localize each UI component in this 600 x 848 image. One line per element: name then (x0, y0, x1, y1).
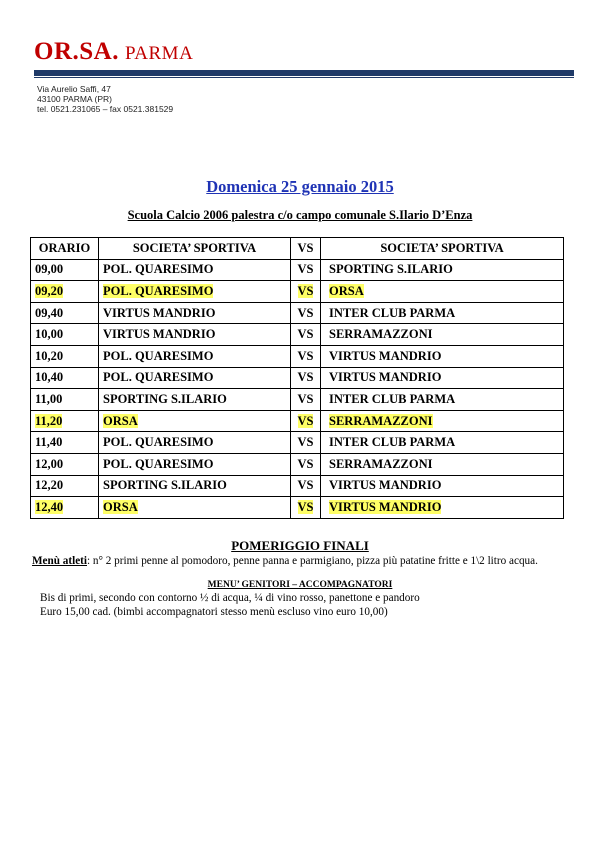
vs-label-text: VS (297, 327, 314, 342)
match-time (31, 410, 99, 432)
menu-genitori-line: Euro 15,00 cad. (bimbi accompagnatori stesso menù escluso vino euro 10,00) (40, 605, 388, 618)
home-team (99, 281, 291, 303)
vs-label-text: VS (297, 370, 314, 385)
header-home: SOCIETA’ SPORTIVA (99, 238, 291, 260)
home-team (99, 497, 291, 519)
home-team (99, 302, 291, 324)
home-team (99, 259, 291, 281)
away-team (321, 410, 564, 432)
home-team-text: VIRTUS MANDRIO (103, 327, 216, 342)
away-team (321, 302, 564, 324)
match-time (31, 302, 99, 324)
event-subtitle: Scuola Calcio 2006 palestra c/o campo comunale S.Ilario D’Enza (127, 208, 473, 222)
vs-label-text: VS (297, 283, 314, 298)
away-team-text: VIRTUS MANDRIO (329, 370, 442, 385)
away-team-text: VIRTUS MANDRIO (329, 348, 442, 363)
vs-label (291, 345, 321, 367)
home-team (99, 345, 291, 367)
home-team-text: ORSA (103, 499, 138, 514)
away-team-text: INTER CLUB PARMA (329, 305, 456, 320)
match-time (31, 432, 99, 454)
menu-genitori-line: Bis di primi, secondo con contorno ½ di acqua, ¼ di vino rosso, panettone e pandoro (40, 592, 420, 604)
away-team (321, 475, 564, 497)
match-time-text: 11,20 (35, 413, 63, 428)
table-row (31, 281, 564, 303)
home-team (99, 475, 291, 497)
table-row (31, 302, 564, 324)
table-row (31, 324, 564, 346)
match-time-text: 09,00 (35, 262, 64, 277)
table-row (31, 453, 564, 475)
menu-genitori-title: MENU’ GENITORI – ACCOMPAGNATORI (207, 580, 393, 590)
vs-label (291, 410, 321, 432)
match-time-text: 09,20 (35, 283, 64, 298)
table-row (31, 497, 564, 519)
vs-label (291, 281, 321, 303)
away-team (321, 367, 564, 389)
address-phone: tel. 0521.231065 – fax 0521.381529 (37, 104, 174, 114)
match-time-text: 12,20 (35, 478, 64, 493)
away-team (321, 497, 564, 519)
away-team (321, 453, 564, 475)
home-team (99, 367, 291, 389)
table-row (31, 367, 564, 389)
table-row (31, 345, 564, 367)
match-time (31, 475, 99, 497)
table-row (31, 389, 564, 411)
match-time-text: 11,00 (35, 391, 63, 406)
vs-label (291, 389, 321, 411)
header-vs: VS (291, 238, 321, 260)
table-row (31, 432, 564, 454)
table-row (31, 475, 564, 497)
vs-label-text: VS (297, 262, 314, 277)
away-team (321, 345, 564, 367)
match-time-text: 12,00 (35, 456, 64, 471)
table-row (31, 259, 564, 281)
home-team-text: POL. QUARESIMO (103, 348, 214, 363)
vs-label-text: VS (297, 456, 314, 471)
header-away: SOCIETA’ SPORTIVA (321, 238, 564, 260)
home-team (99, 324, 291, 346)
home-team (99, 410, 291, 432)
vs-label-text: VS (297, 391, 314, 406)
vs-label-text: VS (297, 348, 314, 363)
header-rule-thin (34, 77, 574, 78)
brand-name: OR.SA. (34, 38, 119, 65)
vs-label (291, 453, 321, 475)
away-team (321, 324, 564, 346)
away-team (321, 281, 564, 303)
home-team (99, 453, 291, 475)
match-time (31, 389, 99, 411)
vs-label-text: VS (297, 305, 314, 320)
away-team-text: INTER CLUB PARMA (329, 391, 456, 406)
home-team-text: POL. QUARESIMO (103, 262, 214, 277)
vs-label (291, 302, 321, 324)
away-team-text: SPORTING S.ILARIO (329, 262, 453, 277)
vs-label (291, 497, 321, 519)
away-team-text: SERRAMAZZONI (329, 327, 433, 342)
header-time: ORARIO (31, 238, 99, 260)
away-team (321, 432, 564, 454)
match-time-text: 12,40 (35, 499, 64, 514)
home-team (99, 389, 291, 411)
vs-label (291, 432, 321, 454)
vs-label (291, 259, 321, 281)
match-time-text: 09,40 (35, 305, 64, 320)
match-time (31, 345, 99, 367)
header-rule-thick (34, 70, 574, 76)
home-team-text: VIRTUS MANDRIO (103, 305, 216, 320)
menu-genitori (40, 592, 420, 619)
home-team-text: POL. QUARESIMO (103, 283, 214, 298)
home-team-text: POL. QUARESIMO (103, 370, 214, 385)
vs-label-text: VS (297, 435, 314, 450)
menu-atleti-label: Menù atleti (32, 555, 87, 567)
away-team-text: VIRTUS MANDRIO (329, 499, 442, 514)
away-team-text: ORSA (329, 283, 364, 298)
away-team (321, 389, 564, 411)
away-team-text: SERRAMAZZONI (329, 413, 433, 428)
home-team-text: POL. QUARESIMO (103, 435, 214, 450)
address-block (37, 84, 173, 114)
away-team (321, 259, 564, 281)
match-time-text: 11,40 (35, 435, 63, 450)
vs-label (291, 324, 321, 346)
home-team (99, 432, 291, 454)
home-team-text: SPORTING S.ILARIO (103, 391, 227, 406)
match-time-text: 10,20 (35, 348, 64, 363)
brand-city: PARMA (124, 43, 194, 64)
event-date: Domenica 25 gennaio 2015 (206, 177, 394, 196)
address-city: 43100 PARMA (PR) (37, 94, 112, 104)
away-team-text: SERRAMAZZONI (329, 456, 433, 471)
vs-label (291, 367, 321, 389)
match-time (31, 281, 99, 303)
brand-logo (34, 38, 193, 66)
afternoon-title: POMERIGGIO FINALI (231, 538, 369, 553)
away-team-text: VIRTUS MANDRIO (329, 478, 442, 493)
table-row (31, 410, 564, 432)
match-time (31, 259, 99, 281)
match-time-text: 10,40 (35, 370, 64, 385)
vs-label-text: VS (297, 478, 314, 493)
home-team-text: ORSA (103, 413, 138, 428)
match-time (31, 324, 99, 346)
menu-atleti (32, 555, 538, 567)
table-header-row (31, 238, 564, 260)
match-time (31, 453, 99, 475)
match-time (31, 497, 99, 519)
vs-label-text: VS (297, 413, 314, 428)
home-team-text: POL. QUARESIMO (103, 456, 214, 471)
address-street: Via Aurelio Saffi, 47 (37, 84, 111, 94)
home-team-text: SPORTING S.ILARIO (103, 478, 227, 493)
match-time (31, 367, 99, 389)
vs-label (291, 475, 321, 497)
menu-atleti-text: : n° 2 primi penne al pomodoro, penne panna e parmigiano, pizza più patatine fritte e 1\2 litro acqua. (87, 555, 538, 567)
match-time-text: 10,00 (35, 327, 64, 342)
vs-label-text: VS (297, 499, 314, 514)
schedule-table (30, 237, 564, 519)
away-team-text: INTER CLUB PARMA (329, 435, 456, 450)
